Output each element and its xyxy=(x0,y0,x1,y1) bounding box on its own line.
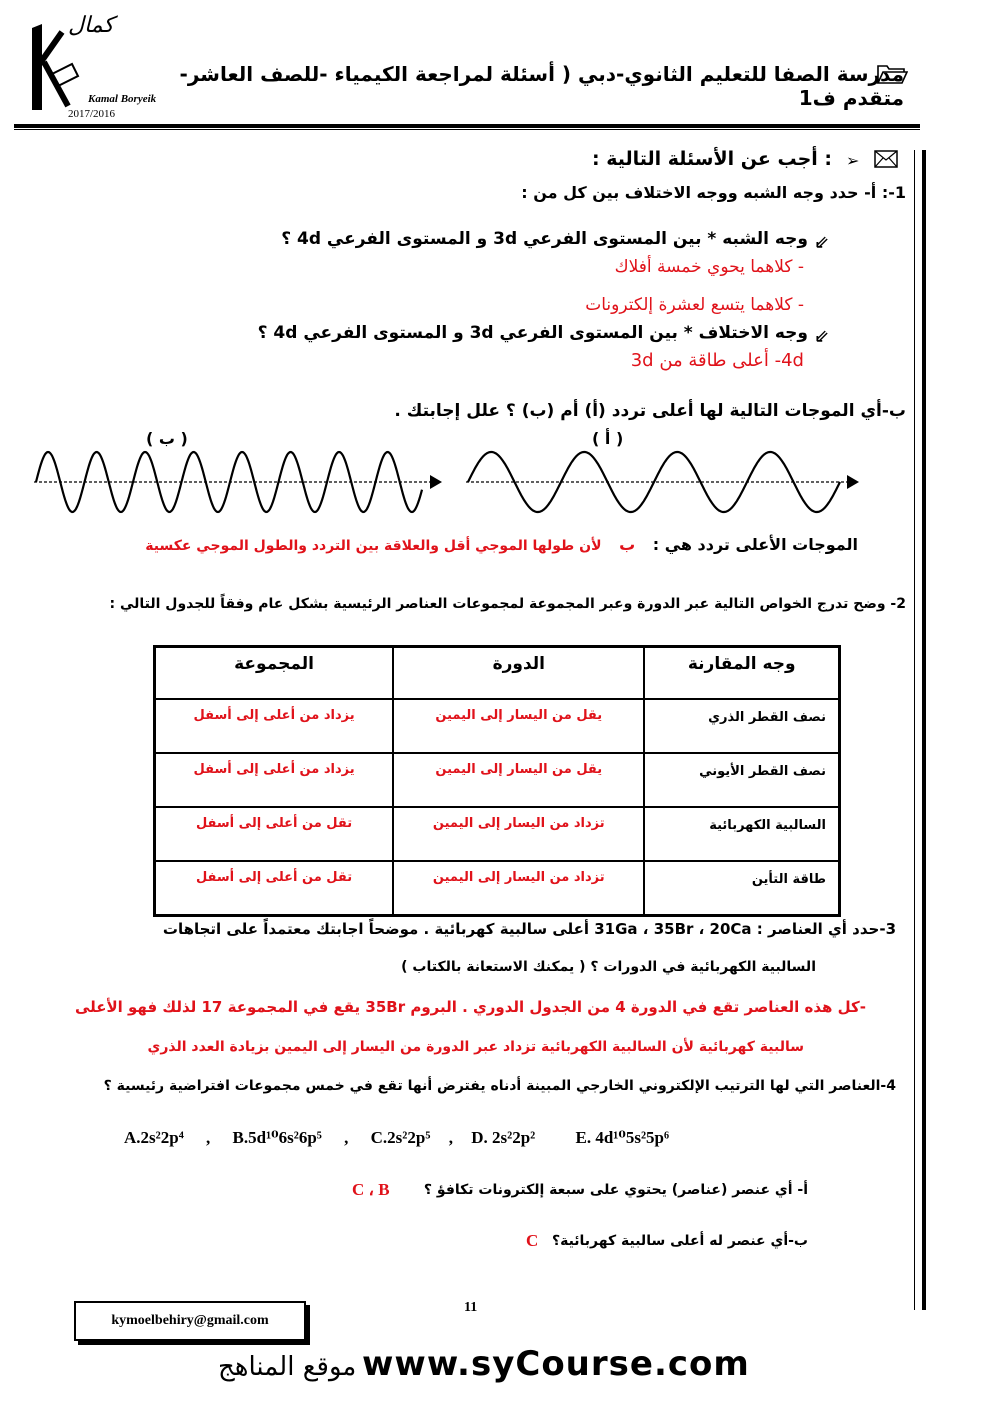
q4-options: A.2s²2p⁴ , B.5d¹⁰6s²6p⁵ , C.2s²2p⁵ , D. 2s²2p² E. 4d¹⁰5s²5p⁶ xyxy=(124,1128,670,1147)
wave-b-label: ( ب ) xyxy=(146,429,188,448)
similarity-answer-1: - كلاهما يحوي خمسة أفلاك xyxy=(614,257,804,277)
table-row xyxy=(155,807,840,861)
header-rule xyxy=(14,124,920,128)
q3-line-1: 3-حدد أي العناصر : 31Ga ، 35Br ، 20Ca أعلى سالبية كهربائية . موضحاً اجابتك معتمداً على اتجاهات xyxy=(162,920,896,938)
logo-script: كمال xyxy=(68,12,114,37)
q1-answer xyxy=(145,535,858,554)
q3-answer-2: سالبية كهربائية لأن السالبية الكهربائية تزداد عبر الدورة من اليسار إلى اليمين بزيادة العدد الذري xyxy=(147,1039,804,1055)
option-d: D. 2s²2p² xyxy=(471,1128,536,1147)
difference-question: وجه الاختلاف * بين المستوى الفرعي 3d و المستوى الفرعي 4d ؟ xyxy=(257,323,808,343)
table-cell-period: يقل من اليسار إلى اليمين xyxy=(393,753,644,807)
header-rule-thin xyxy=(14,129,920,130)
properties-table xyxy=(153,645,841,917)
q1-part-a: 1-: أ- حدد وجه الشبه ووجه الاختلاف بين كل من : xyxy=(521,183,906,202)
page-title xyxy=(124,62,904,110)
table-cell-group: تقل من أعلى إلى أسفل xyxy=(155,861,394,916)
option-e: E. 4d¹⁰5s²5p⁶ xyxy=(575,1128,670,1147)
table-cell-group: يزداد من أعلى إلى أسفل xyxy=(155,699,394,753)
instructions: : أجب عن الأسئلة التالية : xyxy=(592,148,832,170)
table-header: الدورة xyxy=(393,647,644,700)
table-cell-property: السالبية الكهربائية xyxy=(644,807,839,861)
answer-letter: ب xyxy=(619,535,636,554)
option-a: A.2s²2p⁴ xyxy=(124,1128,184,1147)
table-cell-period: تزداد من اليسار إلى اليمين xyxy=(393,861,644,916)
wave-b xyxy=(30,440,450,520)
difference-answer: 4d- أعلى طاقة من 3d xyxy=(630,350,804,371)
table-header: وجه المقارنة xyxy=(644,647,839,700)
table-cell-property: طاقة التأين xyxy=(644,861,839,916)
q4-sub-a: أ- أي عنصر (عناصر) يحتوي على سبعة إلكترونات تكافؤ ؟ xyxy=(423,1182,808,1198)
answer-reason: لأن طولها الموجي أقل والعلاقة بين التردد والطول الموجي عكسية xyxy=(145,538,602,554)
site-url[interactable]: www.syCourse.com xyxy=(362,1344,750,1384)
logo-author: Kamal Boryeik xyxy=(88,93,157,105)
option-b: B.5d¹⁰6s²6p⁵ xyxy=(232,1128,322,1147)
table-cell-group: تقل من أعلى إلى أسفل xyxy=(155,807,394,861)
q4-sub-b: ب-أي عنصر له أعلى سالبية كهربائية؟ xyxy=(551,1233,808,1249)
wave-b-arrow xyxy=(430,475,442,489)
answer-prefix: الموجات الأعلى تردد هي : xyxy=(652,535,858,554)
q2-question: 2- وضح تدرج الخواص التالية عبر الدورة وعبر المجموعة لمجموعات العناصر الرئيسية بشكل عام وفقاً للجدول التالي : xyxy=(109,596,906,612)
margin-rule-thin xyxy=(914,150,915,1310)
wave-a xyxy=(462,440,867,520)
similarity-question: وجه الشبه * بين المستوى الفرعي 3d و المستوى الفرعي 4d ؟ xyxy=(281,229,808,249)
email-box xyxy=(74,1301,306,1341)
table-cell-property: نصف القطر الذري xyxy=(644,699,839,753)
folder-icon xyxy=(876,63,908,89)
arrow-icon: ⇙ xyxy=(814,326,830,347)
email[interactable]: kymoelbehiry@gmail.com xyxy=(111,1313,269,1328)
page-title-text: مدرسة الصفا للتعليم الثانوي-دبي ( أسئلة لمراجعة الكيمياء -للصف العاشر-متقدم ف1 xyxy=(179,62,904,110)
page-number: 11 xyxy=(464,1300,478,1315)
arrow-icon: ⇙ xyxy=(814,232,830,253)
q4-sub-a-answer: C ، B xyxy=(352,1180,390,1199)
margin-rule xyxy=(922,150,926,1310)
similarity-answer-2: - كلاهما يتسع لعشرة إلكترونات xyxy=(585,295,804,315)
q4-question: 4-العناصر التي لها الترتيب الإلكتروني الخارجي المبينة أدناه يفترض أنها تقع في خمس مجموعات افتراضية رئيسية ؟ xyxy=(103,1078,896,1094)
table-row xyxy=(155,699,840,753)
q1-part-b: ب-أي الموجات التالية لها أعلى تردد (أ) أم (ب) ؟ علل إجابتك . xyxy=(394,401,906,421)
wave-a-label: ( أ ) xyxy=(592,429,624,448)
table-cell-group: يزداد من أعلى إلى أسفل xyxy=(155,753,394,807)
site-name-ar: موقع المناهج xyxy=(218,1352,357,1382)
q3-answer-1: -كل هذه العناصر تقع في الدورة 4 من الجدول الدوري . البروم 35Br يقع في المجموعة 17 لذلك فهو الأعلى xyxy=(74,998,866,1016)
logo-year: 2017/2016 xyxy=(68,108,116,120)
table-cell-period: تزداد من اليسار إلى اليمين xyxy=(393,807,644,861)
q4-sub-b-answer: C xyxy=(526,1231,539,1250)
table-header: المجموعة xyxy=(155,647,394,700)
table-cell-period: يقل من اليسار إلى اليمين xyxy=(393,699,644,753)
option-c: C.2s²2p⁵ xyxy=(370,1128,431,1147)
wave-a-arrow xyxy=(847,475,859,489)
pointer-icon: ➢ xyxy=(846,151,860,170)
table-cell-property: نصف القطر الأيوني xyxy=(644,753,839,807)
table-row xyxy=(155,861,840,916)
q3-line-2: السالبية الكهربائية في الدورات ؟ ( يمكنك الاستعانة بالكتاب ) xyxy=(401,959,816,975)
envelope-icon xyxy=(874,150,898,172)
table-row xyxy=(155,753,840,807)
